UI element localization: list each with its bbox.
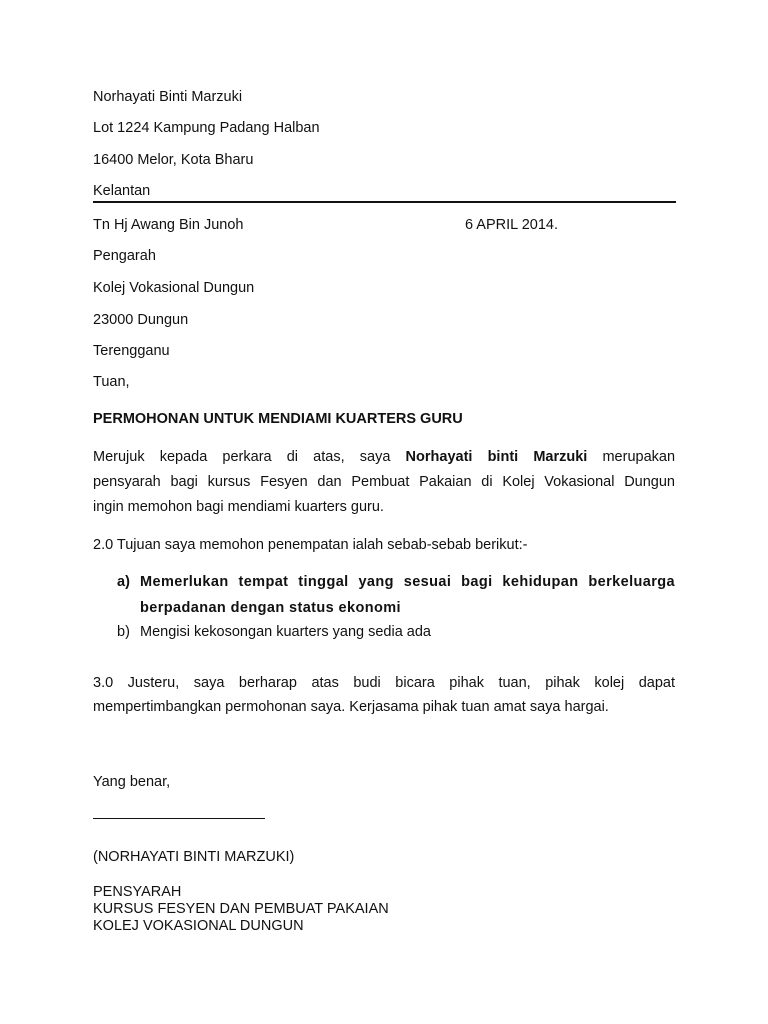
para3-line1: 3.0 Justeru, saya berharap atas budi bicara pihak tuan, pihak kolej dapat bbox=[93, 675, 675, 691]
signature-title-block bbox=[93, 884, 389, 935]
recipient-postcode-city: 23000 Dungun bbox=[93, 312, 189, 328]
list-item-a-marker: a) bbox=[117, 574, 130, 590]
list-item-a-line2: berpadanan dengan status ekonomi bbox=[140, 600, 401, 616]
recipient-org: Kolej Vokasional Dungun bbox=[93, 280, 255, 296]
closing: Yang benar, bbox=[93, 774, 171, 790]
para1-line1-post: merupakan bbox=[602, 449, 676, 465]
para3-line2: mempertimbangkan permohonan saya. Kerjasama pihak tuan amat saya hargai. bbox=[93, 699, 609, 715]
letter-date: 6 APRIL 2014. bbox=[465, 217, 558, 233]
salutation: Tuan, bbox=[93, 374, 130, 390]
sender-state: Kelantan bbox=[93, 183, 151, 199]
recipient-state: Terengganu bbox=[93, 343, 170, 359]
signature-title-line2: KURSUS FESYEN DAN PEMBUAT PAKAIAN bbox=[93, 901, 389, 917]
sender-address-line1: Lot 1224 Kampung Padang Halban bbox=[93, 120, 320, 136]
sender-name: Norhayati Binti Marzuki bbox=[93, 89, 243, 105]
para1-line3: ingin memohon bagi mendiami kuarters guru. bbox=[93, 499, 384, 515]
para1-line2: pensyarah bagi kursus Fesyen dan Pembuat Pakaian di Kolej Vokasional Dungun bbox=[93, 474, 675, 490]
sender-address-line2: 16400 Melor, Kota Bharu bbox=[93, 152, 254, 168]
signature-line bbox=[93, 818, 265, 819]
list-item-a-line1: Memerlukan tempat tinggal yang sesuai bagi kehidupan berkeluarga bbox=[140, 574, 675, 590]
header-divider bbox=[93, 201, 676, 203]
para1-line1-pre: Merujuk kepada perkara di atas, saya bbox=[93, 449, 391, 465]
para1-line1 bbox=[93, 448, 675, 466]
signature-title-line1: PENSYARAH bbox=[93, 884, 182, 900]
subject-heading: PERMOHONAN UNTUK MENDIAMI KUARTERS GURU bbox=[93, 411, 463, 427]
signature-title-line3: KOLEJ VOKASIONAL DUNGUN bbox=[93, 918, 304, 934]
recipient-title: Pengarah bbox=[93, 248, 156, 264]
signature-name: (NORHAYATI BINTI MARZUKI) bbox=[93, 849, 295, 865]
list-item-b-line1: Mengisi kekosongan kuarters yang sedia ada bbox=[140, 624, 431, 640]
para1-line1-bold-name: Norhayati binti Marzuki bbox=[405, 449, 588, 465]
para2: 2.0 Tujuan saya memohon penempatan ialah sebab-sebab berikut:- bbox=[93, 537, 528, 553]
recipient-name: Tn Hj Awang Bin Junoh bbox=[93, 217, 244, 233]
list-item-b-marker: b) bbox=[117, 624, 130, 640]
